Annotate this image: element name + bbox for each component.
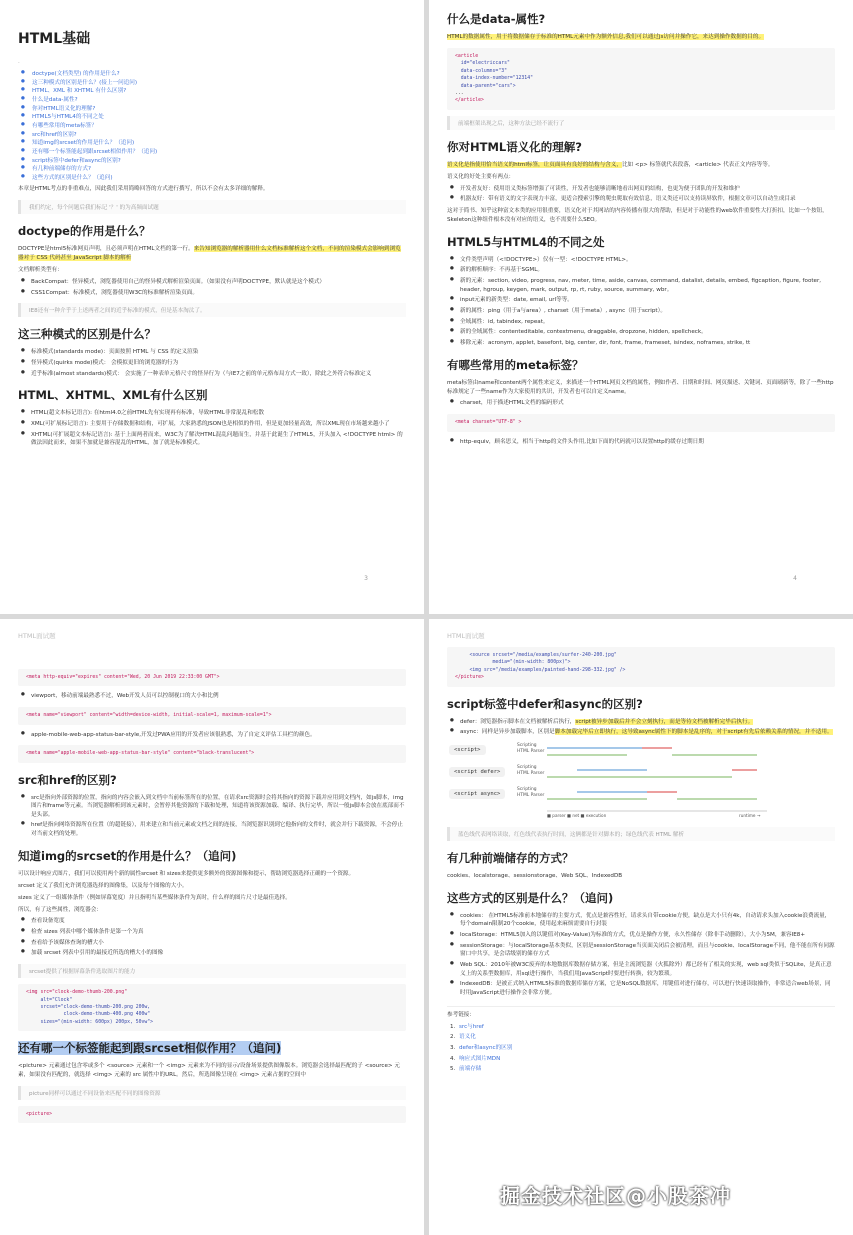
bullet-list bbox=[18, 917, 406, 958]
list-item: ● input元素的新类型：date, email, url等等。 bbox=[447, 296, 835, 305]
watermark: 掘金技术社区@小股茶冲 bbox=[500, 1184, 731, 1208]
bullet-list bbox=[447, 718, 835, 737]
bullet-list bbox=[18, 409, 406, 448]
toc-item[interactable]: ● HTML、XML 和 XHTML 有什么区别? bbox=[18, 87, 406, 96]
paragraph: 文档解析类型有： bbox=[18, 267, 63, 274]
page-3 bbox=[0, 0, 424, 614]
doc-title: HTML基础 bbox=[18, 31, 91, 47]
paragraph: 语义化是指使用恰当语义的html标签，让页面具有良好的结构与含义，比如 <p> 标签就代表段落，<article> 代表正文内容等等。 bbox=[447, 161, 774, 168]
list-item: ● 检查 sizes 列表中哪个媒体条件是第一个为真 bbox=[18, 928, 406, 937]
bullet-list bbox=[18, 731, 406, 740]
list-item: ● 机器友好：带有语义的文字表现力丰富，更适合搜索引擎的爬虫爬取有效信息，语义类还可以支持读屏软件，根据文章可以自动生成目录 bbox=[447, 195, 835, 204]
timeline-bars bbox=[447, 743, 777, 821]
list-item: ● localStorage：HTML5加入的以键值对(Key-Value)为标准的方式，优点是操作方便，永久性储存（除非手动删除），大小为5M，兼容IE8+ bbox=[447, 931, 835, 940]
timeline-label: <script async> bbox=[449, 789, 505, 799]
toc-item[interactable]: ● script标签中defer和async的区别? bbox=[18, 157, 406, 166]
list-item: ● 全域属性：id, tabindex, repeat。 bbox=[447, 318, 835, 327]
toc-item[interactable]: ● 有哪些常用的meta标签？ bbox=[18, 122, 406, 131]
list-item: ● href是指向网络资源所在位置（的超链接），用来建立和当前元素或文档之间的连接，当浏览器识别到它他指向的文件时，就会并行下载资源，不会停止对当前文档的处理。 bbox=[18, 821, 406, 838]
code-block: <source srcset="/media/examples/surfer-240-200.jpg" media="(min-width: 800px)"> <img src="/media/examples/painted-hand-298-332.jpg" /> </picture> bbox=[447, 647, 835, 687]
paragraph: 可以设计响应式图片，我们可以使用两个新的属性srcset 和 sizes来提供更多额外的资源图像和提示，帮助浏览器选择正确的一个资源。 bbox=[18, 870, 355, 877]
page-5 bbox=[0, 619, 424, 1235]
list-item: ● 查看设备宽度 bbox=[18, 917, 406, 926]
list-item: ● 新的全域属性：contenteditable, contextmenu, draggable, dropzone, hidden, spellcheck。 bbox=[447, 328, 835, 337]
toc-item[interactable]: ● 知道img的srcset的作用是什么？（追问) bbox=[18, 139, 406, 148]
bullet-list bbox=[18, 348, 406, 378]
heading-storage-diff: 这些方式的区别是什么？（追问) bbox=[447, 890, 614, 905]
heading-xml: HTML、XHTML、XML有什么区别 bbox=[18, 388, 208, 403]
list-item: ● 标准模式(standards mode)：页面按照 HTML 与 CSS 的定义渲染 bbox=[18, 348, 406, 357]
list-item: ● IndexedDB：是被正式纳入HTML5标准的数据库储存方案，它是NoSQL数据库，用键值对进行储存，可以进行快速读取操作，非常适合web场景，同时用JavaScript进行操作会非常方便。 bbox=[447, 980, 835, 997]
list-item: ● Web SQL：2010年被W3C废弃的本地数据库数据存储方案，但是主流浏览器（火狐除外）都已经有了相关的实现，web sql类似于SQLite，是真正意义上的关系型数据库，用sql进行操作，当我们用JavaScript时要进行转换，较为繁琐。 bbox=[447, 961, 835, 978]
list-item: ● 查看给予该媒体查询的槽大小 bbox=[18, 939, 406, 948]
paragraph: meta标签由name和content两个属性来定义，来描述一个HTML网页文档的属性，例如作者、日期和时间、网页描述、关键词、页面刷新等，除了一些http标准规定了一些name作为大家使用的共识，开发者也可以自定义name。 bbox=[447, 379, 834, 395]
page-4 bbox=[429, 0, 853, 614]
heading-meta: 有哪些常用的meta标签？ bbox=[447, 357, 584, 372]
toc-item[interactable]: ● 还有哪一个标签能起到跟srcset相似作用？（追问) bbox=[18, 148, 406, 157]
list-item: ● async：同样是异步加载脚本，区别是脚本加载完毕后立即执行，这导致async属性下的脚本是乱序的，对于script有先后依赖关系的情况，并不适用。 bbox=[447, 728, 835, 737]
bullet-list bbox=[18, 794, 406, 839]
blockquote: picture同样可以通过不同设备来匹配不同的图像资源 bbox=[18, 1086, 406, 1100]
list-item: ● defer：浏览器指示脚本在文档被解析后执行，script被异步加载后并不会立刻执行，而是等待文档被解析完毕后执行。 bbox=[447, 718, 835, 727]
heading-srcset: 知道img的srcset的作用是什么？（追问) bbox=[18, 848, 237, 863]
paragraph: HTML的数据属性，用于将数据储存于标准的HTML元素中作为额外信息,我们可以通过js访问并操作它，来达到操作数据的目的。 bbox=[447, 33, 765, 40]
list-item: ● XML(可扩展标记语言): 主要用于存储数据和结构，可扩展，大家熟悉的JSON也是相似的作用，但是更加轻量高效，所以XML现在市场越来越小了 bbox=[18, 420, 406, 429]
heading-modes: 这三种模式的区别是什么？ bbox=[18, 327, 156, 342]
list-item: ● 新的属性：ping（用于a与area）, charset（用于meta）, async（用于script）。 bbox=[447, 307, 835, 316]
list-item: ● 文件类型声明（<!DOCTYPE>）仅有一型：<!DOCTYPE HTML>。 bbox=[447, 256, 835, 265]
heading-doctype: doctype的作用是什么？ bbox=[18, 224, 151, 239]
paragraph: cookies、localstorage、sessionstorage、Web SQL、IndexedDB bbox=[447, 872, 623, 879]
paragraph: DOCTYPE是html5标准网页声明，且必须声明在HTML文档的第一行。来告知浏览器的解析器用什么文档标准解析这个文档，不同的渲染模式会影响到浏览器对于 CSS 代码甚至 JavaScript 脚本的解析 bbox=[18, 246, 401, 262]
paragraph: sizes 定义了一组媒体条件（例如屏幕宽度）并且指明当某些媒体条件为真时，什么样的图片尺寸是最佳选择。 bbox=[18, 894, 291, 901]
bullet-list bbox=[447, 438, 835, 447]
timeline-label: <script defer> bbox=[449, 767, 505, 777]
bullet-list bbox=[447, 185, 835, 204]
code-block: <meta name="viewport" content="width=device-width, initial-scale=1, maximum-scale=1"> bbox=[18, 707, 406, 724]
list-item: ● http-equiv，顾名思义，相当于http的文件头作用,比如下面的代码就可以设置http的缓存过期日期 bbox=[447, 438, 835, 447]
code-block: <meta charset="UTF-8" > bbox=[447, 414, 835, 431]
paragraph: srcset 定义了我们允许浏览器选择的图像集，以及每个图像的大小。 bbox=[18, 882, 188, 889]
list-item: ● CSS1Compat：标准模式，浏览器使用W3C的标准解析渲染页面。 bbox=[18, 289, 406, 298]
code-block: <meta http-equiv="expires" content="Wed, 20 Jun 2019 22:33:00 GMT"> bbox=[18, 669, 406, 686]
toc-dot: . bbox=[18, 59, 20, 65]
blockquote: IE8还有一种介乎于上述两者之间的近乎标准的模式，但是基本淘汰了。 bbox=[18, 303, 406, 317]
code-block: <img src="clock-demo-thumb-200.png" alt="Clock" srcset="clock-demo-thumb-200.png 200w, clock-demo-thumb-400.png 400w" sizes="(min-width: 600px) 200px, 50vw"> bbox=[18, 984, 406, 1031]
reference-link[interactable]: 2. 语义化 bbox=[447, 1033, 835, 1042]
page-6 bbox=[429, 619, 853, 1235]
toc-item[interactable]: ● 什么是data-属性? bbox=[18, 96, 406, 105]
paragraph: 语义化的好处主要有两点： bbox=[447, 173, 515, 180]
list-item: ● XHTML(可扩展超文本标记语言): 基于上面两者而来，W3C为了解决HTML混乱问题而生，并基于此诞生了HTML5，开头加入 <!DOCTYPE html> 的做法因此而来，如果不加就是兼容混乱的HTML，加了就是标准模式。 bbox=[18, 431, 406, 448]
reference-list bbox=[447, 1023, 835, 1074]
running-header: HTML面试题 bbox=[18, 632, 56, 640]
list-item: ● BackCompat：怪异模式，浏览器使用自己的怪异模式解析渲染页面。（如果没有声明DOCTYPE，默认就是这个模式） bbox=[18, 278, 406, 287]
list-item: ● 怪异模式(quirks mode)模式： 会模拟更旧的浏览器的行为 bbox=[18, 359, 406, 368]
blockquote: 前端框架出现之后，这种方法已经不流行了 bbox=[447, 116, 835, 130]
list-item: ● 移除元素：acronym, applet, basefont, big, center, dir, font, frame, frameset, isindex, noframes, strike, tt bbox=[447, 339, 835, 348]
timeline-legend: ■ parser ■ net ■ execution bbox=[547, 812, 607, 818]
heading-picture: 还有哪一个标签能起到跟srcset相似作用？（追问) bbox=[18, 1041, 282, 1056]
timeline-row-caption: Scripting HTML Parser bbox=[517, 742, 545, 754]
running-header: HTML面试题 bbox=[447, 632, 485, 640]
toc-item[interactable]: ● 这些方式的区别是什么？（追问) bbox=[18, 174, 406, 183]
reference-link[interactable]: 5. 前端存储 bbox=[447, 1065, 835, 1074]
page-number: 3 bbox=[364, 575, 368, 582]
list-item: ● 近乎标准(almost standards)模式： 会实施了一种表单元格尺寸的怪异行为（与IE7之前的单元格布局方式一致），除此之外符合标准定义 bbox=[18, 370, 406, 379]
reference-link[interactable]: 1. src与href bbox=[447, 1023, 835, 1032]
toc-list bbox=[18, 70, 406, 183]
paragraph: 这对于简书、知乎这种富文本类的应用很重要，语义化对于其网站的内容传播有很大的帮助，但是对于功能性的web软件重要性大打折扣，比如一个按钮，Skeleton这种组件根本没有对应的语义，也不需要什么SEO。 bbox=[447, 207, 828, 223]
page-number: 4 bbox=[793, 575, 797, 582]
bullet-list bbox=[447, 256, 835, 348]
paragraph: <picture> 元素通过包含零或多个 <source> 元素和一个 <img> 元素来为不同的显示/设备场景提供图像版本。浏览器会选择最匹配的子 <source> 元素，如果没有匹配的，就选择 <img> 元素的 src 属性中的URL。然后，所选图像呈现在 <img> 元素占据的空间中 bbox=[18, 1063, 400, 1079]
bullet-list bbox=[18, 278, 406, 297]
list-item: ● HTML(超文本标记语言): 在html4.0之前HTML先有实现再有标准，导致HTML非常混乱和松散 bbox=[18, 409, 406, 418]
list-item: ● 加载 srcset 列表中引用的最接近所选的槽大小的图像 bbox=[18, 949, 406, 958]
blockquote: srcset提供了根据屏幕条件选取图片的能力 bbox=[18, 964, 406, 978]
heading-storage: 有几种前端储存的方式？ bbox=[447, 850, 574, 865]
toc-item[interactable]: ● src和href的区别? bbox=[18, 131, 406, 140]
blockquote: 蓝色线代表网络读取，红色线代表执行时间，这俩都是针对脚本的；绿色线代表 HTML 解析 bbox=[447, 827, 835, 841]
list-item: ● viewport，移动前端最熟悉不过，Web开发人员可以控制视口的大小和比例 bbox=[18, 692, 406, 701]
reference-link[interactable]: 4. 响应式图片MDN bbox=[447, 1055, 835, 1064]
heading-html5: HTML5与HTML4的不同之处 bbox=[447, 234, 605, 249]
paragraph: 所以，有了这些属性，浏览器会： bbox=[18, 906, 102, 913]
heading-semantic: 你对HTML语义化的理解? bbox=[447, 139, 582, 154]
timeline-row-caption: Scripting HTML Parser bbox=[517, 786, 545, 798]
list-item: ● sessionStorage：与localStorage基本类似，区别是sessionStorage当页面关闭后会被清理，而且与cookie、localStorage不同，他不能在所有同源窗口中共享，是会话级别的储存方式 bbox=[447, 942, 835, 959]
reference-title: 参考链接： bbox=[447, 1011, 475, 1018]
code-block: <meta name="apple-mobile-web-app-status-bar-style" content="black-translucent"> bbox=[18, 745, 406, 762]
script-timeline-diagram bbox=[447, 743, 777, 821]
toc-item[interactable]: ● doctype(文档类型) 的作用是什么? bbox=[18, 70, 406, 79]
heading-data-attr: 什么是data-属性? bbox=[447, 12, 546, 26]
heading-defer-async: script标签中defer和async的区别? bbox=[447, 696, 643, 711]
reference-link[interactable]: 3. defer和async的区别 bbox=[447, 1044, 835, 1053]
timeline-row-caption: Scripting HTML Parser bbox=[517, 764, 545, 776]
timeline-label: <script> bbox=[449, 745, 486, 755]
toc-item[interactable]: ● 这三种模式的区别是什么？(接上一问追问) bbox=[18, 79, 406, 88]
code-block: <article id="electriccars" data-columns="3" data-index-number="12314" data-parent="cars"> ... </article> bbox=[447, 48, 835, 110]
timeline-axis-label: runtime → bbox=[739, 812, 761, 818]
code-block: <picture> bbox=[18, 1106, 406, 1123]
bullet-list bbox=[447, 912, 835, 998]
list-item: ● cookies： 在HTML5标准前本地储存的主要方式，优点是兼容性好，请求头自带cookie方便，缺点是大小只有4k，自动请求头加入cookie浪费流量，每个domain限制20个cookie，使用起来麻烦需要自行封装 bbox=[447, 912, 835, 929]
list-item: ● 开发者友好：使用语义类标签增强了可读性，开发者也能够清晰地看出网页的结构，也更为便于团队的开发和维护 bbox=[447, 185, 835, 194]
toc-item[interactable]: ● 有几种前端储存的方式? bbox=[18, 165, 406, 174]
list-item: ● src是指向外部资源的位置，指向的内容会嵌入到文档中当前标签所在的位置，在请求src资源时会将其指向的资源下载并应用到文档内，如js脚本，img图片和frame等元素。当浏览器解析到该元素时，会暂停其他资源的下载和处理，知道将该资源加载、编译、执行完毕，所以一般js脚本会放在底部而不是头部。 bbox=[18, 794, 406, 820]
list-item: ● charset，用于描述HTML文档的编码形式 bbox=[447, 399, 835, 408]
toc-item[interactable]: ● HTML5与HTML4的不同之处 bbox=[18, 113, 406, 122]
bullet-list bbox=[447, 399, 835, 408]
list-item: ● 新的元素：section, video, progress, nav, meter, time, aside, canvas, command, datalist, details, embed, figcaption, figure, footer, header, hgroup, keygen, mark, output, rp, rt, ruby, source, summary, wbr。 bbox=[447, 277, 835, 294]
list-item: ● apple-mobile-web-app-status-bar-style,开发过PWA应用的开发者应该很熟悉，为了自定义评估工具栏的颜色。 bbox=[18, 731, 406, 740]
toc-item[interactable]: ● 你对HTML语义化的理解? bbox=[18, 105, 406, 114]
blockquote: 我们约定，每个问题后我们标记 '？' 的为高频面试题 bbox=[18, 200, 406, 214]
bullet-list bbox=[18, 692, 406, 701]
heading-src-href: src和href的区别? bbox=[18, 772, 117, 787]
intro-text: 本章是HTML考点的非重难点，因此我们采用简略回答的方式进行撰写，所以不会有太多详细的解释。 bbox=[18, 186, 269, 193]
list-item: ● 新的解析顺序：不再基于SGML。 bbox=[447, 266, 835, 275]
